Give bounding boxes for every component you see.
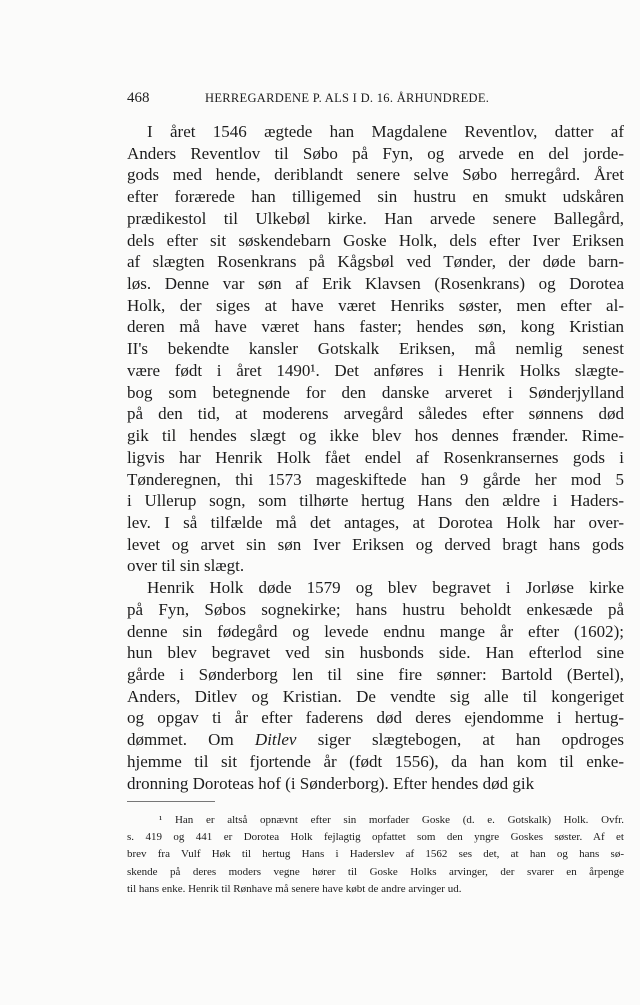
footnote-line: til hans enke. Henrik til Rønhave må senere have købt de andre arvinger ud.	[127, 882, 462, 895]
text-line: Anders Reventlov til Søbo på Fyn, og arvede en del jorde-	[127, 143, 624, 163]
text-line: gods med hende, deriblandt senere selve Søbo herregård. Året	[127, 165, 624, 185]
text-line: hjemme til sit fjortende år (født 1556), da han kom til enke-	[127, 751, 624, 771]
text-line: dels efter sit søskendebarn Goske Holk, dels efter Iver Eriksen	[127, 230, 624, 250]
running-title: HERREGARDENE P. ALS I D. 16. ÅRHUNDREDE.	[205, 91, 490, 105]
page-number: 468	[127, 90, 150, 106]
text-line: lev. I så tilfælde må det antages, at Dorotea Holk har over-	[127, 512, 624, 532]
body-text	[127, 121, 624, 794]
text-line: efter forærede han tilligemed sin hustru en smukt udskåren	[127, 187, 624, 207]
text-line: gik til hendes slægt og ikke blev hos dennes frænder. Rime-	[127, 426, 624, 446]
text-segment: dømmet. Om	[127, 730, 255, 750]
running-header	[127, 90, 624, 110]
text-line: bog som betegnende for den danske arveret i Sønderjylland	[127, 382, 624, 402]
text-line: hun blev begravet ved sin husbonds side. Han efterlod sine	[127, 643, 624, 663]
text-line: på den tid, at moderens arvegård således efter sønnens død	[127, 404, 624, 424]
text-segment: siger slægtebogen, at han opdroges	[296, 730, 624, 750]
text-line: dronning Doroteas hof (i Sønderborg). Efter hendes død gik	[127, 773, 535, 793]
text-line: ligvis har Henrik Holk fået endel af Rosenkransernes gods i	[127, 447, 624, 467]
text-line: løs. Denne var søn af Erik Klavsen (Rosenkrans) og Dorotea	[127, 274, 624, 294]
text-line: I året 1546 ægtede han Magdalene Reventlov, datter af	[147, 122, 624, 141]
text-line: over til sin slægt.	[127, 556, 245, 576]
footnote-line: s. 419 og 441 er Dorotea Holk fejlagtig opfattet som den yngre Goskes søster. Af et	[127, 831, 624, 844]
footnote	[127, 812, 624, 898]
text-line: gårde i Sønderborg len til sine fire sønner: Bartold (Bertel),	[127, 664, 624, 684]
text-line: Tønderegnen, thi 1573 mageskiftede han 9 gårde her mod 5	[127, 469, 624, 489]
text-line: prædikestol til Ulkebøl kirke. Han arvede senere Ballegård,	[127, 208, 624, 228]
text-line: Henrik Holk døde 1579 og blev begravet i Jorløse kirke	[147, 578, 624, 598]
text-line: på Fyn, Søbos sognekirke; hans hustru beholdt enkesæde på	[127, 599, 624, 619]
text-line: i Ullerup sogn, som tilhørte hertug Hans den ældre i Haders-	[127, 491, 624, 511]
text-line: af slægten Rosenkrans på Kågsbøl ved Tønder, der døde barn-	[127, 252, 624, 272]
footnote-line: skende på deres moders vegne hører til Goske Holks arvinger, der svarer en årpenge	[127, 865, 624, 878]
footnote-line: brev fra Vulf Høk til hertug Hans i Haderslev af 1562 ses det, at han og hans sø-	[127, 848, 624, 861]
text-line: denne sin fødegård og levede endnu mange år efter (1602);	[127, 621, 624, 641]
text-line: være født i året 1490¹. Det anføres i Henrik Holks slægte-	[127, 360, 624, 380]
text-line	[127, 729, 624, 751]
footnote-rule	[127, 801, 215, 802]
italic-name: Ditlev	[254, 730, 297, 750]
text-line: deren må have været hans faster; hendes søn, kong Kristian	[127, 317, 624, 337]
text-line: levet og arvet sin søn Iver Eriksen og derved bragt hans gods	[127, 534, 624, 554]
footnote-line: ¹ Han er altså opnævnt efter sin morfader Goske (d. e. Gotskalk) Holk. Ovfr.	[159, 814, 624, 826]
text-line: II's bekendte kansler Gotskalk Eriksen, må nemlig senest	[127, 339, 624, 359]
text-line: og opgav ti år efter faderens død deres ejendomme i hertug-	[127, 708, 624, 728]
text-line: Holk, der siges at have været Henriks søster, men efter al-	[127, 295, 624, 315]
text-line: Anders, Ditlev og Kristian. De vendte sig alle til kongeriget	[127, 686, 624, 706]
